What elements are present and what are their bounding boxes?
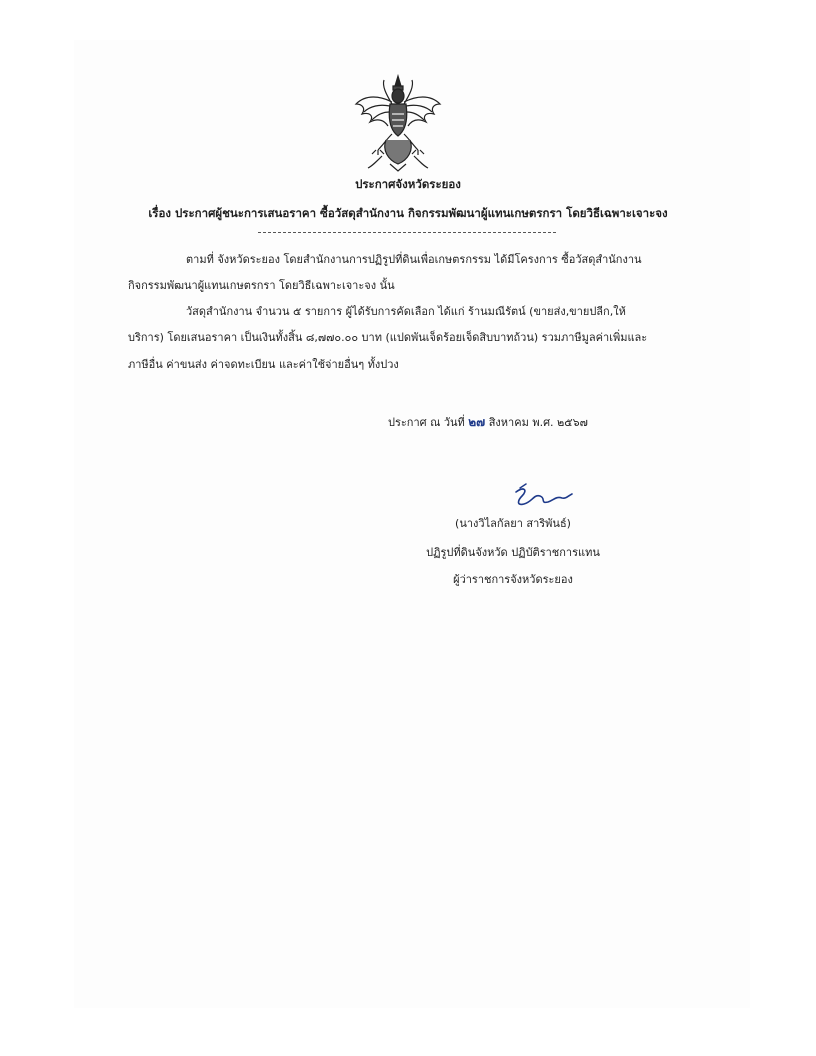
handwritten-signature-icon: [510, 482, 576, 512]
body-line-4: บริการ) โดยเสนอราคา เป็นเงินทั้งสิ้น ๘,๗๗๐.๐๐ บาท (แปดพันเจ็ดร้อยเจ็ดสิบบาทถ้วน) รวมภาษีมูลค่าเพิ่มและ: [128, 331, 648, 344]
body-line-1: ตามที่ จังหวัดระยอง โดยสำนักงานการปฏิรูปที่ดินเพื่อเกษตรกรรม ได้มีโครงการ ซื้อวัสดุสำนักงาน: [186, 253, 642, 266]
body-line-5: ภาษีอื่น ค่าขนส่ง ค่าจดทะเบียน และค่าใช้จ่ายอื่นๆ ทั้งปวง: [128, 358, 399, 371]
document-title: ประกาศจังหวัดระยอง: [355, 177, 461, 191]
garuda-emblem-icon: [352, 74, 444, 172]
signatory-position: ปฏิรูปที่ดินจังหวัด ปฏิบัติราชการแทน: [426, 546, 600, 559]
date-day: ๒๗: [468, 415, 486, 429]
signatory-name: (นางวิไลกัลยา สาริพันธ์): [455, 517, 571, 530]
date-month-year: สิงหาคม พ.ศ. ๒๕๖๗: [488, 416, 588, 429]
document-subject: เรื่อง ประกาศผู้ชนะการเสนอราคา ซื้อวัสดุสำนักงาน กิจกรรมพัฒนาผู้แทนเกษตรกรา โดยวิธีเฉพาะเจาะจง: [148, 206, 668, 220]
signatory-office: ผู้ว่าราชการจังหวัดระยอง: [453, 573, 573, 586]
announcement-date: [388, 413, 588, 432]
date-prefix: ประกาศ ณ วันที่: [388, 416, 465, 429]
body-line-3: วัสดุสำนักงาน จำนวน ๕ รายการ ผู้ได้รับการคัดเลือก ได้แก่ ร้านมณีรัตน์ (ขายส่ง,ขายปลีก,ให้: [186, 305, 626, 318]
body-line-2: กิจกรรมพัฒนาผู้แทนเกษตรกรา โดยวิธีเฉพาะเจาะจง นั้น: [128, 279, 395, 292]
divider-line: [258, 232, 556, 233]
